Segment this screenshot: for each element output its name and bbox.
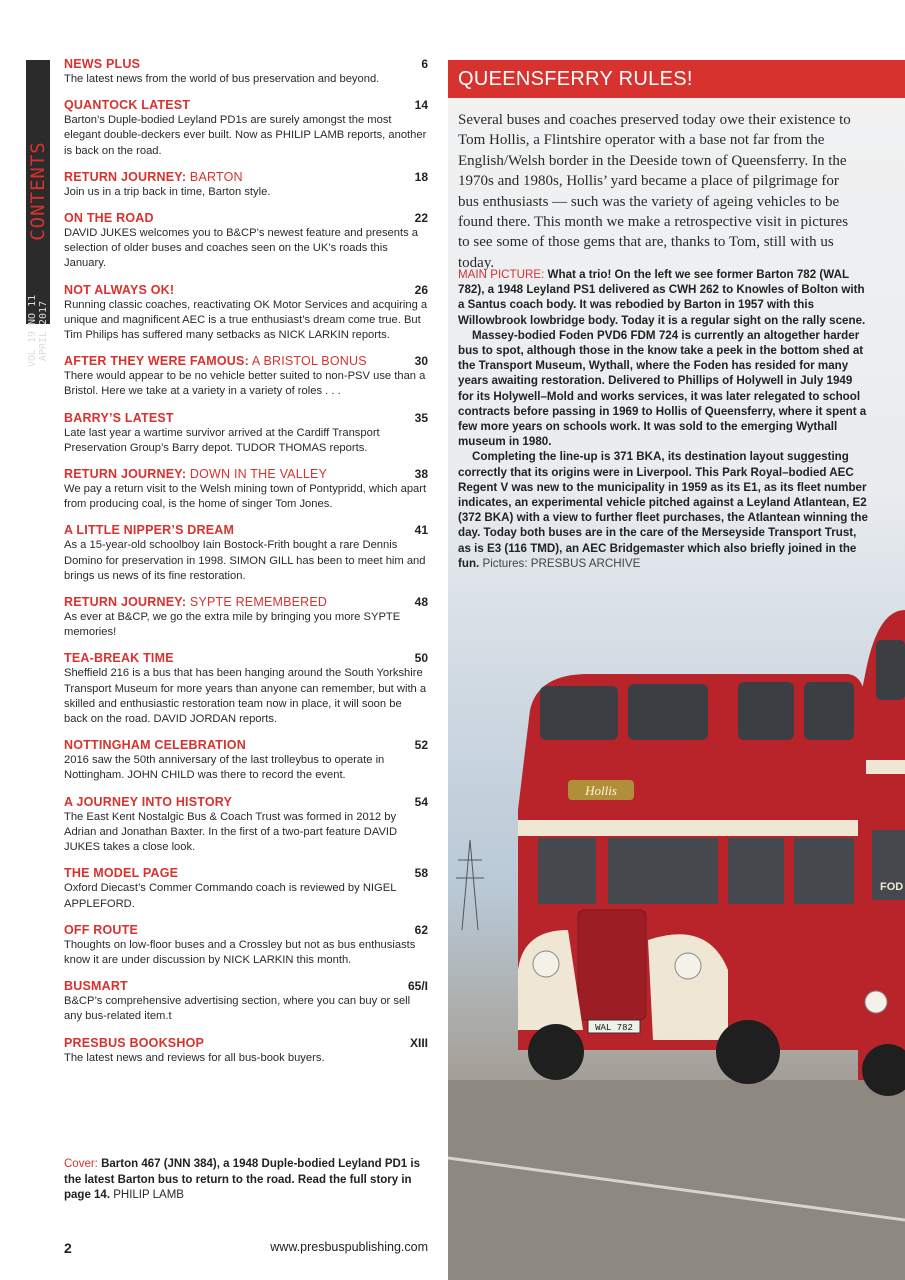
toc-entry[interactable]: [64, 169, 428, 200]
toc-entry-title[interactable]: [64, 794, 428, 810]
toc-entry-title-main: NOT ALWAYS OK!: [64, 282, 175, 297]
toc-entry-title-main: TEA-BREAK TIME: [64, 651, 174, 666]
toc-entry-title[interactable]: [64, 737, 428, 753]
table-of-contents: [64, 56, 428, 1076]
website-link[interactable]: www.presbuspublishing.com: [270, 1240, 428, 1254]
toc-entry-page: 62: [414, 922, 428, 937]
feature-intro: Several buses and coaches preserved today owe their existence to Tom Hollis, a Flintshire operator with a base not far from the English/Welsh border in the Deeside town of Queensferry. In the 1970s and 1980s, Hollis’ yard became a place of pilgrimage for bus enthusiasts — such was the variety of ageing vehicles to be found there. This month we make a retrospective visit in pictures to see some of those gems that are, thanks to Tom, still with us today.: [458, 112, 851, 271]
toc-entry-title-main: OFF ROUTE: [64, 922, 139, 937]
toc-entry-title-main: A JOURNEY INTO HISTORY: [64, 794, 233, 809]
toc-entry-title-main: QUANTOCK LATEST: [64, 98, 191, 113]
bus-photo: [448, 610, 905, 1280]
toc-entry[interactable]: [64, 737, 428, 783]
toc-entry-page: 18: [414, 169, 428, 184]
contents-sidebar-tab: [26, 60, 50, 368]
toc-entry-title[interactable]: [64, 56, 428, 72]
section-label: CONTENTS: [27, 141, 49, 241]
issue-info: [27, 285, 49, 377]
toc-entry-page: 50: [414, 651, 428, 666]
toc-entry-title[interactable]: [64, 978, 428, 994]
toc-entry-title-main: PRESBUS BOOKSHOP: [64, 1035, 205, 1050]
toc-entry-description: The latest news and reviews for all bus-book buyers.: [64, 1051, 325, 1064]
toc-entry[interactable]: [64, 865, 428, 911]
toc-entry-page: XIII: [409, 1035, 428, 1050]
toc-entry[interactable]: [64, 978, 428, 1024]
toc-entry-description: Join us in a trip back in time, Barton style.: [64, 185, 271, 198]
bus-barton-782: [518, 674, 866, 1084]
toc-entry-description: B&CP’s comprehensive advertising section, where you can buy or sell any bus-related item.t: [64, 995, 411, 1023]
toc-entry-title-main: BARRY’S LATEST: [64, 410, 174, 425]
toc-entry-title-main: NEWS PLUS: [64, 57, 141, 71]
toc-entry-title-main: NOTTINGHAM CELEBRATION: [64, 738, 246, 753]
toc-entry-page: 6: [421, 57, 428, 71]
toc-entry-title[interactable]: [64, 650, 428, 666]
toc-entry-description: The latest news from the world of bus preservation and beyond.: [64, 73, 380, 85]
toc-entry[interactable]: [64, 794, 428, 856]
toc-entry-title[interactable]: [64, 922, 428, 938]
toc-entry-title-sub: BARTON: [186, 169, 243, 184]
toc-entry-description: DAVID JUKES welcomes you to B&CP’s newest feature and presents a selection of older buses and coaches seen on the UK’s roads this January.: [64, 227, 419, 270]
cover-caption: [64, 1157, 428, 1204]
toc-entry-page: 35: [414, 410, 428, 425]
toc-entry-description: Oxford Diecast’s Commer Commando coach is reviewed by NIGEL APPLEFORD.: [64, 882, 397, 910]
toc-entry-page: 48: [414, 595, 428, 610]
cover-text: Barton 467 (JNN 384), a 1948 Duple-bodied Leyland PD1 is the latest Barton bus to return to the road. Read the full story in page 14.: [64, 1158, 420, 1201]
toc-entry-page: 26: [414, 282, 428, 297]
toc-entry-page: 14: [414, 98, 428, 113]
feature-caption: [458, 267, 868, 571]
toc-entry-title-main: AFTER THEY WERE FAMOUS:: [64, 354, 249, 369]
issue-date: APRIL 2017: [38, 300, 49, 362]
toc-entry[interactable]: [64, 522, 428, 584]
toc-entry-page: 54: [414, 794, 428, 809]
toc-entry-page: 22: [414, 211, 428, 226]
toc-entry[interactable]: [64, 353, 428, 399]
cover-credit: PHILIP LAMB: [110, 1189, 184, 1201]
ground: [448, 1080, 905, 1280]
toc-entry-title-main: RETURN JOURNEY:: [64, 169, 187, 184]
toc-entry-title[interactable]: [64, 594, 428, 610]
caption-text-1: What a trio! On the left we see former Barton 782 (WAL 782), a 1948 Leyland PS1 delivered as CWH 262 to Knowles of Bolton with a Santus coach body. It was rebodied by Barton in 1957 with this Willowbrook lowbridge body. Today it is a regular sight on the rally scene.: [458, 268, 866, 327]
toc-entry-title[interactable]: [64, 210, 428, 226]
toc-entry-title[interactable]: [64, 1035, 428, 1051]
toc-entry[interactable]: [64, 922, 428, 968]
caption-paragraph-1: [458, 267, 868, 328]
toc-entry-description: As ever at B&CP, we go the extra mile by bringing you more SYPTE memories!: [64, 611, 401, 639]
toc-entry[interactable]: [64, 594, 428, 640]
bus-number-plate: WAL 782: [595, 1023, 633, 1033]
caption-label: MAIN PICTURE:: [458, 268, 548, 281]
toc-entry-title[interactable]: [64, 169, 428, 185]
page-number: 2: [64, 1240, 72, 1256]
toc-entry-title-sub: DOWN IN THE VALLEY: [186, 467, 328, 482]
toc-entry[interactable]: [64, 466, 428, 512]
toc-entry-description: We pay a return visit to the Welsh mining town of Pontypridd, which apart from producing coal, is the home of singer Tom Jones.: [64, 483, 427, 511]
toc-entry-title[interactable]: [64, 97, 428, 113]
toc-entry-page: 38: [414, 467, 428, 482]
toc-entry-description: Late last year a wartime survivor arrived at the Cardiff Transport Preservation Group’s Barry depot. TUDOR THOMAS reports.: [64, 426, 380, 454]
caption-text-3: Completing the line-up is 371 BKA, its destination layout suggesting correctly that its origins were in Liverpool. This Park Royal–bodied AEC Regent V was new to the municipality in 1959 as its E1, as its fleet number indicates, an experimental vehicle pitched against a Leyland Atlantean, E2 (372 BKA) with a view to further fleet purchases, the Atlantean winning the day. Today both buses are in the care of the Merseyside Transport Trust, as is E3 (116 TMD), an AEC Bridgemaster which also briefly joined in the fun.: [458, 450, 868, 570]
toc-entry-page: 58: [414, 866, 428, 881]
toc-entry-title-main: A LITTLE NIPPER’S DREAM: [64, 523, 235, 538]
caption-paragraph-3: [458, 449, 868, 571]
toc-entry-title-main: BUSMART: [64, 979, 128, 994]
caption-paragraph-2: [458, 328, 868, 450]
toc-entry-title-main: RETURN JOURNEY:: [64, 595, 187, 610]
bus2-fleetname: FOD: [880, 881, 904, 893]
toc-entry-description: Sheffield 216 is a bus that has been hanging around the South Yorkshire Transport Museum for more years than anyone can remember, but with a skilled and enthusiastic restoration team now in place, it will soon be back on the road. DAVID JORDAN reports.: [64, 667, 427, 726]
toc-entry-page: 52: [414, 738, 428, 753]
toc-entry-title[interactable]: [64, 282, 428, 298]
toc-entry-page: 65/I: [407, 979, 428, 994]
toc-entry-title[interactable]: [64, 410, 428, 426]
issue-volume: VOL 19 NO 11: [27, 294, 38, 368]
toc-entry-page: 41: [414, 523, 428, 538]
toc-entry-title-main: THE MODEL PAGE: [64, 866, 179, 881]
toc-entry[interactable]: [64, 97, 428, 159]
toc-entry-title[interactable]: [64, 353, 428, 369]
toc-entry-title-sub: SYPTE REMEMBERED: [186, 595, 328, 610]
toc-entry[interactable]: [64, 56, 428, 87]
toc-entry-title-main: RETURN JOURNEY:: [64, 467, 187, 482]
toc-entry[interactable]: [64, 210, 428, 272]
toc-entry[interactable]: [64, 282, 428, 344]
caption-credit: Pictures: PRESBUS ARCHIVE: [479, 556, 641, 570]
bus-fleetname: Hollis: [585, 783, 617, 798]
feature-title: QUEENSFERRY RULES!: [458, 68, 693, 90]
toc-entry-title-main: ON THE ROAD: [64, 211, 154, 226]
caption-text-2: Massey-bodied Foden PVD6 FDM 724 is currently an altogether harder bus to spot, although those in the know take a peek in the bottom shed at the Transport Museum, Wythall, where the Foden has resided for many years awaiting restoration. Delivered to Phillips of Holywell in July 1949 for its Holywell–Mold and works services, it was later relegated to school contracts before passing in 1969 to Hollis of Queensferry, where it spent a few more years on schools work. It was sold to the emerging Wythall museum in 1980.: [458, 328, 867, 449]
toc-entry-description: 2016 saw the 50th anniversary of the last trolleybus to operate in Nottingham. JOHN CHILD was there to record the event.: [64, 754, 385, 782]
bus-foden: [858, 610, 905, 1096]
toc-entry-title[interactable]: [64, 865, 428, 881]
toc-entry-description: Barton’s Duple-bodied Leyland PD1s are surely amongst the most elegant double-deckers ever built. Now as PHILIP LAMB reports, another is back on the road.: [64, 114, 427, 157]
toc-entry[interactable]: [64, 1035, 428, 1066]
toc-entry-title[interactable]: [64, 522, 428, 538]
feature-banner: [448, 60, 905, 98]
toc-entry[interactable]: [64, 410, 428, 456]
toc-entry-page: 30: [414, 354, 428, 369]
toc-entry-description: Running classic coaches, reactivating OK Motor Services and acquiring a unique and magnificent AEC is a true enthusiast’s dream come true. But Tim Philips has suffered many setbacks as NICK LARKIN reports.: [64, 298, 428, 342]
feature-panel: [448, 60, 905, 1280]
pylon-icon: [456, 840, 484, 930]
toc-entry[interactable]: [64, 650, 428, 727]
toc-entry-description: As a 15-year-old schoolboy Iain Bostock-Frith bought a rare Dennis Domino for preservation in 1998. SIMON GILL has been to meet him and brings us news of its fine restoration.: [64, 539, 426, 582]
toc-entry-title-sub: A BRISTOL BONUS: [248, 354, 367, 369]
toc-entry-description: There would appear to be no vehicle better suited to non-PSV use than a Bristol. Here we take at a variety in a variety of roles . . .: [64, 370, 426, 398]
toc-entry-title[interactable]: [64, 466, 428, 482]
toc-entry-description: The East Kent Nostalgic Bus & Coach Trust was formed in 2012 by Adrian and Jonathan Baxter. In the first of a two-part feature DAVID JUKES takes a close look.: [64, 810, 398, 854]
toc-entry-description: Thoughts on low-floor buses and a Crossley but not as bus enthusiasts know it are under discussion by NICK LARKIN this month.: [64, 938, 416, 966]
cover-label: Cover:: [64, 1158, 102, 1170]
